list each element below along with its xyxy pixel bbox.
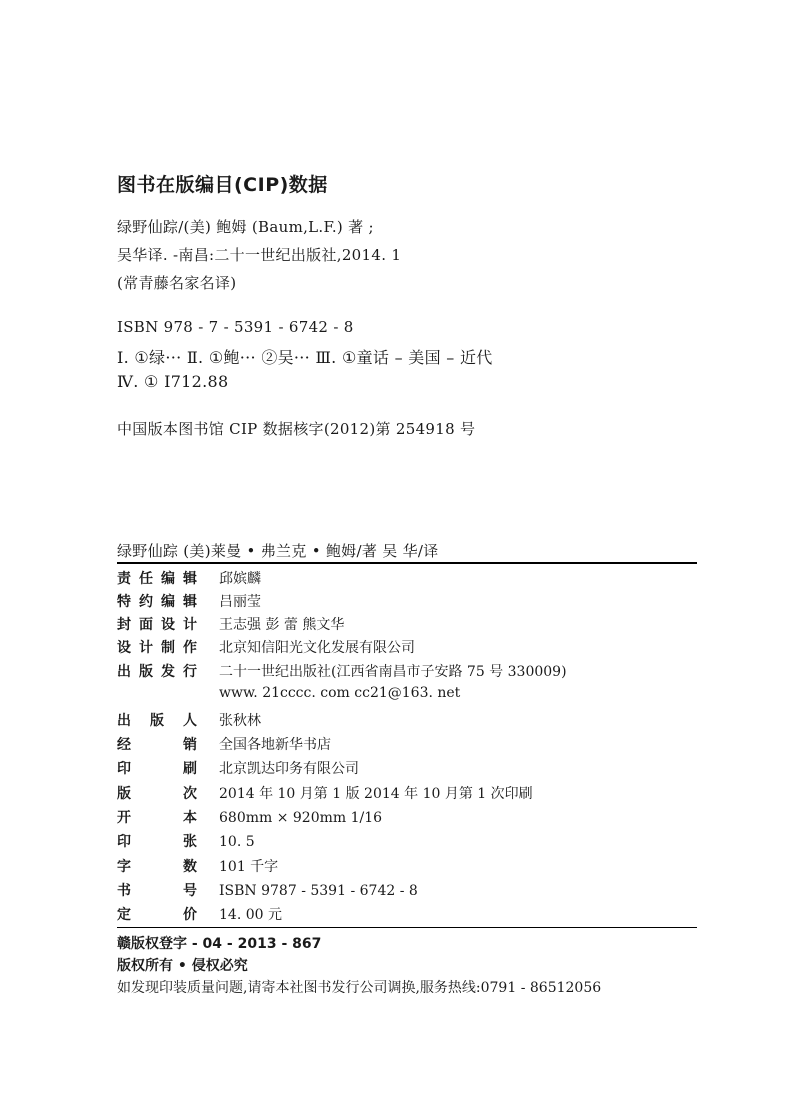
colophon-row	[117, 856, 278, 876]
cip-heading: 图书在版编目(CIP)数据	[117, 174, 328, 196]
colophon-row	[117, 880, 418, 900]
row-label: 封面设计	[117, 617, 197, 633]
colophon-row	[117, 710, 261, 730]
cip-isbn: ISBN 978 - 7 - 5391 - 6742 - 8	[117, 318, 354, 336]
cip-line-series: (常青藤名家名译)	[117, 274, 237, 292]
cip-line-publisher: 吴华译. -南昌:二十一世纪出版社,2014. 1	[117, 246, 402, 264]
colophon-row	[117, 614, 344, 634]
row-label: 特约编辑	[117, 594, 197, 610]
row-label: 出版人	[117, 713, 197, 729]
row-value: 王志强 彭 蕾 熊文华	[219, 617, 345, 633]
row-label: 定价	[117, 907, 197, 923]
row-value: 二十一世纪出版社(江西省南昌市子安路 75 号 330009)	[219, 664, 567, 680]
row-label: 经销	[117, 737, 197, 753]
row-value: 张秋林	[219, 713, 261, 729]
cip-classification-1: Ⅰ. ①绿··· Ⅱ. ①鲍··· ②吴··· Ⅲ. ①童话 – 美国 – 近代	[117, 348, 493, 367]
row-label: 出版发行	[117, 664, 197, 680]
row-label: 书号	[117, 883, 197, 899]
row-label: 开本	[117, 810, 197, 826]
copyright-registration: 赣版权登字 - 04 - 2013 - 867	[117, 936, 322, 952]
row-label: 字数	[117, 859, 197, 875]
row-value: 邱嫔麟	[219, 571, 261, 587]
colophon-row	[117, 783, 533, 803]
colophon-row	[117, 904, 282, 924]
colophon-row	[117, 758, 359, 778]
colophon-row	[117, 734, 331, 754]
rights-notice: 版权所有 • 侵权必究	[117, 958, 248, 974]
row-value: 14. 00 元	[219, 907, 282, 923]
row-value: 北京知信阳光文化发展有限公司	[219, 640, 415, 656]
cip-classification-2: Ⅳ. ① I712.88	[117, 372, 229, 391]
service-notice: 如发现印装质量问题,请寄本社图书发行公司调换,服务热线:0791 - 86512056	[117, 980, 602, 996]
row-label: 设计制作	[117, 640, 197, 656]
row-value: 全国各地新华书店	[219, 737, 331, 753]
colophon-row	[117, 637, 415, 657]
colophon-row	[117, 685, 460, 701]
row-value: 10. 5	[219, 834, 255, 850]
row-label: 版次	[117, 786, 197, 802]
colophon-row	[117, 831, 255, 851]
row-value: 101 千字	[219, 859, 279, 875]
cip-line-title: 绿野仙踪/(美) 鲍姆 (Baum,L.F.) 著 ;	[117, 218, 374, 236]
colophon-row	[117, 568, 261, 588]
row-value: 680mm × 920mm 1/16	[219, 810, 383, 826]
colophon-title-line: 绿野仙踪 (美)莱曼 • 弗兰克 • 鲍姆/著 吴 华/译	[117, 542, 439, 560]
colophon-top-rule	[117, 562, 697, 564]
row-label: 印刷	[117, 761, 197, 777]
row-value: www. 21cccc. com cc21@163. net	[219, 685, 461, 701]
colophon-row	[117, 807, 382, 827]
row-label: 责任编辑	[117, 571, 197, 587]
row-value: 北京凯达印务有限公司	[219, 761, 359, 777]
colophon-bottom-rule	[117, 927, 697, 928]
row-value: 2014 年 10 月第 1 版 2014 年 10 月第 1 次印刷	[219, 786, 533, 802]
row-label: 印张	[117, 834, 197, 850]
row-value: 吕丽莹	[219, 594, 261, 610]
colophon-row	[117, 661, 567, 681]
colophon-row	[117, 591, 261, 611]
cip-record-number: 中国版本图书馆 CIP 数据核字(2012)第 254918 号	[117, 420, 476, 438]
row-value: ISBN 9787 - 5391 - 6742 - 8	[219, 883, 418, 899]
